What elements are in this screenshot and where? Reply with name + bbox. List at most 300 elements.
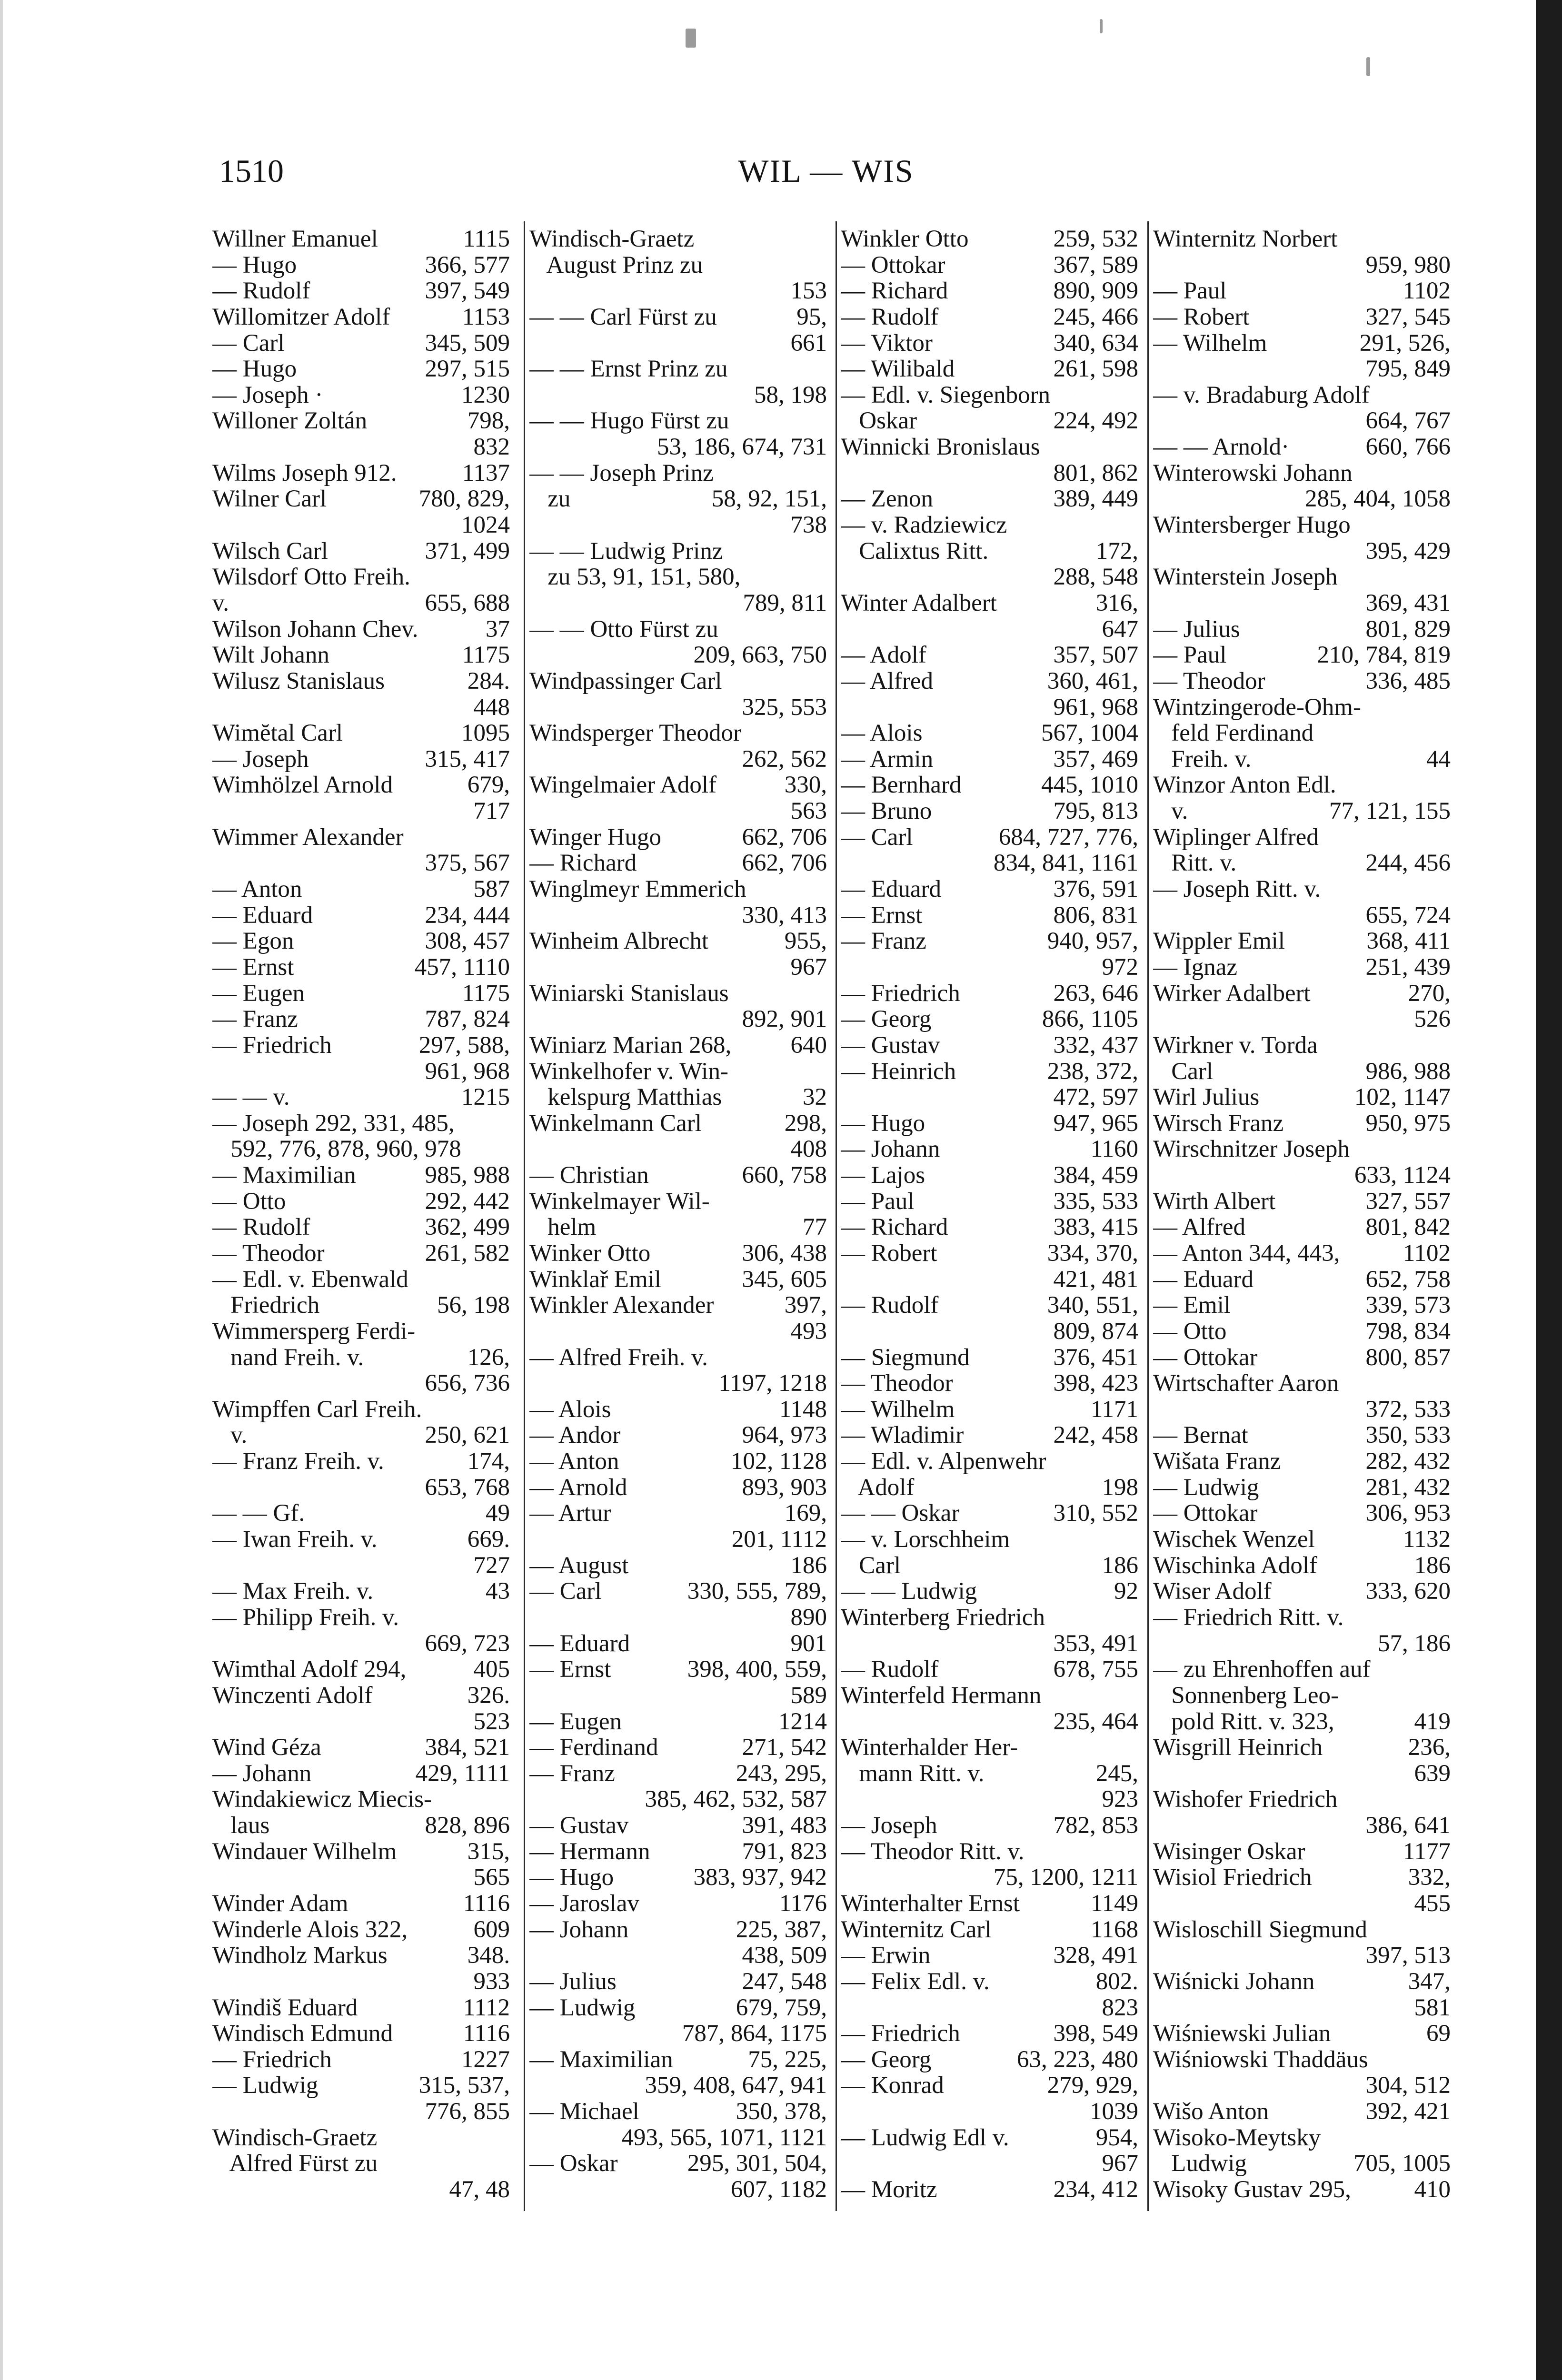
entry-pages: 251, 439 (1365, 953, 1451, 981)
entry-name: Winterberg Friedrich (841, 1604, 1045, 1631)
index-entry (529, 512, 827, 538)
entry-pages: 581 (1414, 1994, 1451, 2021)
index-entry (1153, 1084, 1451, 1111)
index-entry (841, 1943, 1138, 1969)
index-entry (529, 1267, 827, 1293)
entry-name: Wintzingerode-Ohm- (1153, 694, 1361, 721)
entry-pages: 633, 1124 (1354, 1162, 1451, 1189)
entry-pages: 609 (473, 1916, 510, 1943)
entry-name: — Alfred (841, 667, 934, 694)
entry-name: — Georg (841, 1006, 932, 1033)
entry-pages: 335, 533 (1053, 1188, 1138, 1215)
entry-pages: 800, 857 (1365, 1344, 1451, 1371)
entry-name: — Alfred (1153, 1214, 1246, 1241)
entry-name: — Robert (841, 1240, 937, 1267)
entry-name: — Viktor (841, 329, 933, 357)
entry-pages: 398, 400, 559, (687, 1656, 827, 1683)
entry-name: — Carl (529, 1578, 602, 1605)
entry-name: — Friedrich Ritt. v. (1153, 1604, 1344, 1631)
entry-pages: 327, 545 (1365, 303, 1451, 330)
index-entry (1153, 408, 1451, 434)
entry-pages: 334, 370, (1047, 1240, 1138, 1267)
index-entry (1153, 512, 1451, 538)
entry-name: feld Ferdinand (1153, 720, 1314, 747)
entry-pages: 225, 387, (736, 1916, 827, 1943)
entry-pages: 282, 432 (1365, 1448, 1451, 1475)
entry-name: — Friedrich (841, 2020, 960, 2047)
entry-name: Winterstein Joseph (1153, 564, 1338, 591)
entry-pages: 398, 423 (1053, 1370, 1138, 1397)
entry-name: — Ludwig (1153, 1474, 1259, 1501)
entry-name: — Wilibald (841, 356, 955, 383)
index-entry (1153, 1969, 1451, 1995)
entry-name: Winger Hugo (529, 823, 661, 851)
entry-name: — Emil (1153, 1292, 1231, 1319)
entry-pages: 587 (473, 876, 510, 903)
index-entry (529, 1345, 827, 1371)
index-entry (212, 1995, 510, 2021)
entry-pages: 340, 551, (1047, 1292, 1138, 1319)
entry-name: August Prinz zu (529, 251, 703, 278)
scan-left-edge (0, 0, 3, 2380)
index-entry (529, 876, 827, 902)
entry-name: Wilson Johann Chev. (212, 615, 418, 643)
entry-name: Wilsch Carl (212, 537, 328, 565)
index-entry (212, 2021, 510, 2047)
index-entry (1153, 772, 1451, 798)
index-entry (212, 1292, 510, 1319)
entry-pages: 245, 466 (1053, 303, 1138, 330)
entry-pages: 795, 813 (1053, 798, 1138, 825)
index-entry (212, 616, 510, 643)
index-entry (212, 824, 510, 851)
index-entry (841, 1345, 1138, 1371)
index-entry (529, 720, 827, 746)
entry-name: — Rudolf (212, 1214, 310, 1241)
entry-pages: 371, 499 (425, 537, 510, 565)
entry-pages: 153 (790, 278, 827, 305)
entry-name: Winternitz Norbert (1153, 226, 1338, 252)
entry-pages: 95, (796, 303, 827, 330)
entry-pages: 791, 823 (742, 1838, 827, 1865)
entry-name: Wimmersperg Ferdi- (212, 1318, 416, 1345)
index-entry (212, 512, 510, 538)
index-entry (212, 2177, 510, 2203)
entry-pages: 326. (467, 1682, 510, 1709)
index-entry (841, 1084, 1138, 1111)
entry-pages: 1197, 1218 (718, 1370, 827, 1397)
entry-name: Windakiewicz Miecis- (212, 1786, 432, 1813)
entry-pages: 298, (784, 1110, 827, 1137)
entry-pages: 661 (790, 329, 827, 357)
index-entry (212, 1422, 510, 1448)
entry-pages: 347, (1408, 1968, 1451, 1995)
index-entry (841, 1839, 1138, 1865)
entry-pages: 405 (473, 1656, 510, 1683)
entry-name: Wiśnicki Johann (1153, 1968, 1315, 1995)
entry-pages: 360, 461, (1047, 667, 1138, 694)
entry-pages: 408 (790, 1136, 827, 1163)
index-entry (529, 278, 827, 304)
entry-name: zu (529, 486, 571, 513)
entry-pages: 375, 567 (425, 850, 510, 877)
entry-pages: 1153 (462, 303, 510, 330)
entry-name: pold Ritt. v. 323, (1153, 1708, 1334, 1735)
index-entry (529, 1578, 827, 1605)
index-entry (212, 850, 510, 876)
index-entry (841, 1578, 1138, 1605)
entry-name: — Anton (529, 1448, 619, 1475)
entry-pages: 345, 509 (425, 329, 510, 357)
entry-name: 592, 776, 878, 960, 978 (212, 1136, 461, 1163)
entry-name: — Hugo (212, 356, 297, 383)
index-entry (529, 538, 827, 565)
entry-pages: 367, 589 (1053, 251, 1138, 278)
entry-name: — Ludwig (212, 2072, 318, 2099)
index-entry (529, 1683, 827, 1709)
index-entry (841, 356, 1138, 382)
index-entry (841, 2177, 1138, 2203)
entry-pages: 893, 903 (742, 1474, 827, 1501)
index-entry (529, 824, 827, 851)
index-entry (1153, 1709, 1451, 1735)
entry-name: Wiśniowski Thaddäus (1153, 2046, 1368, 2073)
entry-pages: 429, 1111 (415, 1760, 510, 1787)
index-entry (841, 1656, 1138, 1683)
entry-name: Alfred Fürst zu (212, 2150, 378, 2177)
index-entry (841, 668, 1138, 694)
index-entry (1153, 434, 1451, 460)
entry-pages: 1116 (463, 1890, 510, 1917)
entry-name: — Julius (1153, 615, 1240, 643)
entry-name: — Iwan Freih. v. (212, 1526, 378, 1553)
index-entry (212, 304, 510, 330)
entry-name: — Johann (212, 1760, 312, 1787)
entry-pages: 967 (790, 953, 827, 981)
entry-name: Winterfeld Hermann (841, 1682, 1042, 1709)
entry-pages: 421, 481 (1053, 1266, 1138, 1293)
index-entry (1153, 616, 1451, 643)
index-entry (212, 902, 510, 929)
entry-pages: 647 (1102, 615, 1138, 643)
index-entry (841, 2047, 1138, 2073)
index-entry (529, 642, 827, 668)
index-entry (529, 616, 827, 643)
entry-name: — Paul (841, 1188, 915, 1215)
entry-pages: 234, 412 (1053, 2176, 1138, 2203)
index-entry (841, 642, 1138, 668)
entry-pages: 92 (1114, 1578, 1138, 1605)
index-entry (1153, 330, 1451, 357)
index-entry (529, 1111, 827, 1137)
entry-name: — Robert (1153, 303, 1250, 330)
entry-pages: 37 (486, 615, 510, 643)
entry-pages: 789, 811 (743, 589, 827, 616)
entry-name: — Ludwig Edl v. (841, 2124, 1009, 2151)
entry-pages: 201, 1112 (731, 1526, 827, 1553)
index-entry (212, 1943, 510, 1969)
index-entry (212, 1891, 510, 1917)
entry-name: Winkelmann Carl (529, 1110, 702, 1137)
entry-pages: 1215 (461, 1084, 510, 1111)
entry-pages: 292, 442 (425, 1188, 510, 1215)
index-entry (841, 824, 1138, 851)
index-entry (1153, 1267, 1451, 1293)
entry-name: Winiarz Marian 268, (529, 1031, 732, 1059)
index-entry (529, 772, 827, 798)
index-entry (841, 1527, 1138, 1553)
entry-name: — — Oskar (841, 1500, 960, 1527)
index-entry (841, 798, 1138, 824)
entry-pages: 126, (467, 1344, 510, 1371)
index-entry (212, 382, 510, 408)
index-entry (1153, 1059, 1451, 1085)
entry-name: zu 53, 91, 151, 580, (529, 564, 741, 591)
entry-name: Windauer Wilhelm (212, 1838, 397, 1865)
entry-name: — Alois (529, 1396, 611, 1423)
index-entry (212, 1656, 510, 1683)
index-entry (212, 1006, 510, 1032)
entry-pages: 369, 431 (1365, 589, 1451, 616)
scan-speck (1100, 19, 1103, 33)
entry-name: — Ludwig (529, 1994, 636, 2021)
index-entry (841, 1292, 1138, 1319)
index-entry (1153, 1656, 1451, 1683)
index-entry (1153, 1397, 1451, 1423)
entry-name: — Joseph (212, 745, 309, 773)
entry-name: Wirsch Franz (1153, 1110, 1284, 1137)
entry-pages: 259, 532 (1053, 226, 1138, 252)
index-entry (841, 954, 1138, 981)
entry-name: Wilusz Stanislaus (212, 667, 385, 694)
index-entry (212, 356, 510, 382)
entry-pages: 284. (467, 667, 510, 694)
entry-pages: 384, 521 (425, 1734, 510, 1761)
index-entry (841, 564, 1138, 590)
entry-name: Winterhalter Ernst (841, 1890, 1020, 1917)
index-entry (212, 1917, 510, 1943)
index-entry (1153, 2151, 1451, 2177)
index-entry (1153, 2099, 1451, 2125)
index-entry (212, 2151, 510, 2177)
entry-name: — — Ernst Prinz zu (529, 356, 728, 383)
entry-name: — Christian (529, 1162, 649, 1189)
index-entry (1153, 1448, 1451, 1475)
entry-pages: 306, 953 (1365, 1500, 1451, 1527)
entry-pages: 1095 (461, 720, 510, 747)
entry-name: Wimhölzel Arnold (212, 772, 393, 799)
entry-name: Wingelmaier Adolf (529, 772, 717, 799)
index-entry (841, 1267, 1138, 1293)
entry-name: — Eduard (1153, 1266, 1254, 1293)
entry-name: — Georg (841, 2046, 932, 2073)
index-entry (1153, 720, 1451, 746)
index-entry (212, 1605, 510, 1631)
entry-pages: 279, 929, (1047, 2072, 1138, 2099)
index-entry (529, 1709, 827, 1735)
entry-pages: 959, 980 (1365, 251, 1451, 278)
index-entry (212, 1475, 510, 1501)
index-entry (1153, 1917, 1451, 1943)
entry-name: Winterowski Johann (1153, 459, 1353, 486)
entry-pages: 1039 (1090, 2098, 1138, 2125)
index-entry (841, 1059, 1138, 1085)
entry-name: — Ignaz (1153, 953, 1238, 981)
index-entry (1153, 1111, 1451, 1137)
entry-name: — Hugo (841, 1110, 925, 1137)
entry-name: Willoner Zoltán (212, 407, 368, 435)
entry-name: — v. Bradaburg Adolf (1153, 381, 1370, 408)
scan-speck (1366, 57, 1370, 76)
index-entry (529, 1656, 827, 1683)
entry-pages: 1175 (462, 980, 510, 1007)
entry-name: — Ernst (212, 953, 294, 981)
index-entry (529, 1397, 827, 1423)
index-entry (212, 486, 510, 512)
entry-pages: 357, 507 (1053, 642, 1138, 669)
index-entry (841, 694, 1138, 721)
index-entry (1153, 1006, 1451, 1032)
index-entry (841, 616, 1138, 643)
entry-pages: 986, 988 (1365, 1058, 1451, 1085)
entry-pages: 345, 605 (742, 1266, 827, 1293)
entry-pages: 1116 (463, 2020, 510, 2047)
entry-name: — Friedrich (841, 980, 960, 1007)
index-entry (212, 1189, 510, 1215)
entry-pages: 890, 909 (1053, 278, 1138, 305)
index-entry (841, 434, 1138, 460)
index-entry (1153, 2021, 1451, 2047)
index-entry (212, 460, 510, 486)
entry-name: Carl (841, 1552, 901, 1579)
entry-pages: 395, 429 (1365, 537, 1451, 565)
index-entry (1153, 382, 1451, 408)
index-entry (212, 928, 510, 954)
entry-pages: 353, 491 (1053, 1630, 1138, 1657)
entry-pages: 243, 295, (736, 1760, 827, 1787)
index-entry (1153, 2073, 1451, 2099)
entry-name: — — Carl Fürst zu (529, 303, 717, 330)
index-entry (841, 1683, 1138, 1709)
index-entry (841, 928, 1138, 954)
index-entry (841, 538, 1138, 565)
index-entry (212, 1319, 510, 1345)
index-entry (1153, 590, 1451, 616)
entry-name: — Ottokar (1153, 1344, 1258, 1371)
entry-pages: 270, (1408, 980, 1451, 1007)
entry-name: — Max Freih. v. (212, 1578, 374, 1605)
entry-pages: 1171 (1090, 1396, 1138, 1423)
entry-name: — Bruno (841, 798, 932, 825)
index-entry (212, 1345, 510, 1371)
index-entry (841, 252, 1138, 278)
index-entry (529, 564, 827, 590)
entry-pages: 717 (473, 798, 510, 825)
index-entry (529, 1500, 827, 1527)
index-entry (212, 2073, 510, 2099)
entry-name: — Anton 344, 443, (1153, 1240, 1340, 1267)
entry-name: Calixtus Ritt. (841, 537, 989, 565)
entry-pages: 563 (790, 798, 827, 825)
index-entry (841, 2125, 1138, 2151)
entry-pages: 660, 758 (742, 1162, 827, 1189)
index-entry (1153, 1189, 1451, 1215)
entry-pages: 288, 548 (1053, 564, 1138, 591)
entry-name: — Heinrich (841, 1058, 956, 1085)
entry-pages: 53, 186, 674, 731 (657, 434, 827, 461)
index-entry (529, 1605, 827, 1631)
entry-name: Winiarski Stanislaus (529, 980, 729, 1007)
index-entry (841, 1917, 1138, 1943)
entry-name: — Johann (529, 1916, 629, 1943)
entry-pages: 801, 842 (1365, 1214, 1451, 1241)
entry-pages: 75, 225, (748, 2046, 827, 2073)
index-entry (529, 460, 827, 486)
index-entry (841, 1500, 1138, 1527)
index-entry (1153, 668, 1451, 694)
entry-pages: 57, 186 (1378, 1630, 1451, 1657)
index-entry (841, 1006, 1138, 1032)
index-entry (841, 1422, 1138, 1448)
entry-pages: 172, (1095, 537, 1138, 565)
entry-pages: 655, 724 (1365, 902, 1451, 929)
index-entry (841, 1709, 1138, 1735)
entry-pages: 901 (790, 1630, 827, 1657)
entry-pages: 330, 413 (742, 902, 827, 929)
entry-name: Wisoko-Meytsky (1153, 2124, 1321, 2151)
entry-name: Winter Adalbert (841, 589, 997, 616)
entry-name: — Edl. v. Siegenborn (841, 381, 1051, 408)
index-entry (1153, 1813, 1451, 1839)
entry-pages: 923 (1102, 1786, 1138, 1813)
index-column-1 (212, 226, 510, 2206)
entry-name: — Theodor (841, 1370, 953, 1397)
entry-name: — August (529, 1552, 629, 1579)
index-entry (212, 1136, 510, 1162)
entry-name: — Arnold (529, 1474, 627, 1501)
index-entry (1153, 1943, 1451, 1969)
entry-name: — Ernst (529, 1656, 611, 1683)
entry-name: Winker Otto (529, 1240, 651, 1267)
entry-pages: 261, 582 (425, 1240, 510, 1267)
entry-pages: 297, 515 (425, 356, 510, 383)
index-column-4 (1153, 226, 1451, 2206)
entry-pages: 1227 (461, 2046, 510, 2073)
index-entry (1153, 1162, 1451, 1189)
entry-name: — Andor (529, 1422, 621, 1449)
entry-name: — — Joseph Prinz (529, 459, 714, 486)
index-entry (212, 1553, 510, 1579)
entry-pages: 947, 965 (1053, 1110, 1138, 1137)
entry-pages: 738 (790, 512, 827, 539)
entry-pages: 802. (1095, 1968, 1138, 1995)
entry-pages: 1149 (1090, 1890, 1138, 1917)
entry-pages: 32 (803, 1084, 827, 1111)
index-entry (212, 1448, 510, 1475)
index-entry (212, 1084, 510, 1111)
index-entry (529, 1864, 827, 1891)
entry-pages: 662, 706 (742, 823, 827, 851)
entry-pages: 1102 (1403, 1240, 1451, 1267)
index-entry (212, 590, 510, 616)
entry-name: Wimĕtal Carl (212, 720, 343, 747)
entry-name: — Franz (529, 1760, 615, 1787)
entry-name: v. (1153, 798, 1188, 825)
entry-name: — Rudolf (841, 303, 939, 330)
index-entry (529, 928, 827, 954)
index-entry (841, 1891, 1138, 1917)
index-entry (841, 876, 1138, 902)
